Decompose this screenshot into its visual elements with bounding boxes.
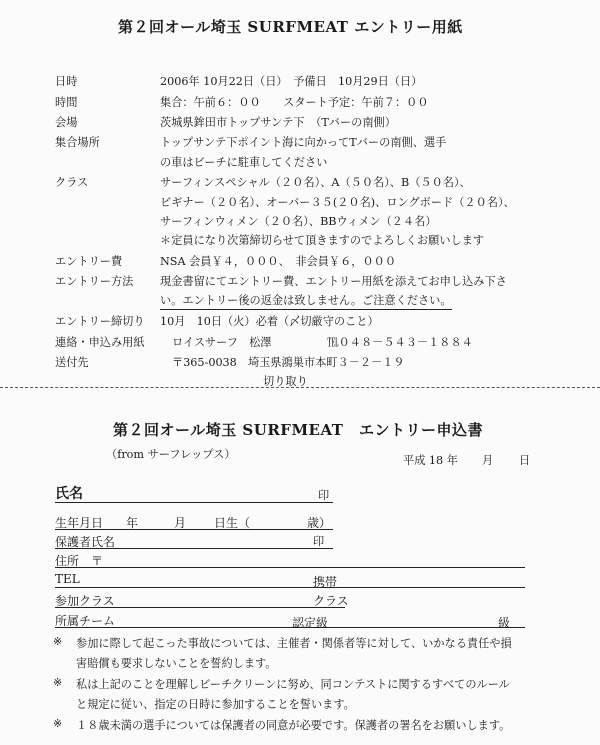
birth-field[interactable] bbox=[55, 529, 333, 530]
row-label-datetime: 日時 bbox=[55, 75, 78, 88]
tel-field[interactable] bbox=[55, 587, 525, 588]
birth-year-unit: 年 bbox=[126, 516, 139, 530]
team-field[interactable] bbox=[55, 627, 525, 628]
class-field[interactable] bbox=[55, 607, 345, 608]
row-value-datetime: 2006年 10月22日（日） 予備日 10月29日（日） bbox=[160, 75, 423, 88]
row-label-meeting-place: 集合場所 bbox=[55, 136, 100, 149]
grade-suffix: 級 bbox=[498, 616, 511, 630]
note-mark-3: ※ bbox=[53, 717, 63, 730]
birth-label: 生年月日 bbox=[55, 516, 104, 530]
row-value-meeting-place-2: の車はビーチに駐車してください bbox=[160, 156, 328, 169]
birth-age-unit: 歳） bbox=[307, 516, 332, 530]
row-label-venue: 会場 bbox=[55, 116, 78, 129]
address-field[interactable] bbox=[55, 567, 525, 568]
note-1-line-2: 害賠償も要求しないことを誓約します。 bbox=[76, 657, 277, 670]
guardian-seal: 印 bbox=[313, 535, 325, 548]
row-value-entry-method-1: 現金書留にてエントリー費、エントリー用紙を添えてお申し込み下さ bbox=[160, 275, 507, 288]
note-1-line-1: 参加に際して起こった事故については、主催者・関係者等に対して、いかなる責任や損 bbox=[76, 637, 512, 650]
row-label-class: クラス bbox=[55, 176, 89, 189]
note-2-line-1: 私は上記のことを理解しビーチクリーンに努め、同コンテストに関するすべてのルール bbox=[76, 678, 510, 691]
birth-day-unit: 日生（ bbox=[214, 516, 251, 530]
note-3-line-1: １８歳未満の選手については保護者の同意が必要です。保護者の署名をお願いします。 bbox=[76, 719, 511, 732]
application-title: 第２回オール埼玉 SURFMEAT エントリー申込書 bbox=[113, 421, 483, 439]
entry-sheet-title: 第２回オール埼玉 SURFMEAT エントリー用紙 bbox=[118, 18, 463, 36]
row-label-contact: 連絡・申込み用紙 bbox=[55, 336, 145, 349]
birth-month-unit: 月 bbox=[174, 516, 187, 530]
row-value-time: 集合：午前６：００ スタート予定：午前７：００ bbox=[160, 96, 429, 109]
guardian-label: 保護者氏名 bbox=[55, 535, 116, 549]
row-value-meeting-place-1: トップサンテ下ポイント海に向かってTバーの南側、選手 bbox=[160, 136, 447, 149]
row-value-deadline: 10月 10日（火）必着（〆切厳守のこと） bbox=[160, 315, 379, 328]
date-day: 日 bbox=[519, 454, 531, 467]
row-value-contact: ロイスサーフ 松澤 ℡０４８－５４３－１８８４ bbox=[172, 336, 473, 349]
cut-line bbox=[0, 387, 600, 388]
row-label-deadline: エントリー締切り bbox=[55, 315, 145, 328]
note-mark-2: ※ bbox=[53, 676, 63, 689]
guardian-field[interactable] bbox=[55, 548, 333, 549]
row-value-class-3: サーフィンウィメン（２０名）、BBウィメン（２４名） bbox=[160, 215, 437, 228]
row-value-class-2: ビギナー（２０名）、オーバー３５(２０名)、ロングボード（２０名）、 bbox=[160, 196, 515, 209]
row-label-send-to: 送付先 bbox=[55, 356, 89, 369]
row-value-entry-fee: NSA 会員￥４，０００、 非会員￥６，０００ bbox=[160, 255, 397, 268]
name-label: 氏名 bbox=[55, 486, 83, 502]
tel-label: TEL bbox=[55, 572, 80, 586]
name-field[interactable] bbox=[55, 502, 333, 503]
date-era: 平成 18 年 bbox=[403, 454, 458, 467]
note-2-line-2: と規定に従い、指定の日時に参加することを誓います。 bbox=[76, 698, 355, 711]
mobile-label: 携帯 bbox=[313, 575, 338, 589]
team-label: 所属チーム bbox=[55, 614, 116, 628]
address-label: 住所 〒 bbox=[55, 554, 104, 568]
row-value-entry-method-2: い。エントリー後の返金は致しません。ご注意ください。 bbox=[160, 292, 452, 310]
row-value-class-1: サーフィンスペシャル（２０名）、A（５０名）、B（５０名）、 bbox=[160, 176, 471, 189]
note-mark-1: ※ bbox=[53, 635, 63, 648]
application-subtitle: （from サーフレップス） bbox=[106, 448, 236, 461]
name-seal: 印 bbox=[318, 489, 330, 502]
class-suffix: クラス bbox=[313, 594, 349, 608]
row-label-entry-method: エントリー方法 bbox=[55, 275, 134, 288]
date-month: 月 bbox=[482, 454, 494, 467]
row-label-entry-fee: エントリー費 bbox=[55, 255, 123, 268]
cut-here-label: 切り取り bbox=[263, 375, 308, 388]
class-label: 参加クラス bbox=[55, 594, 115, 608]
row-value-class-4: ＊定員になり次第締切らせて頂きますのでよろしくお願いします bbox=[160, 234, 485, 247]
row-value-venue: 茨城県鉾田市トップサンテ下 （Tバーの南側） bbox=[160, 116, 396, 129]
grade-label: 認定級 bbox=[292, 616, 329, 630]
row-label-time: 時間 bbox=[55, 96, 78, 109]
row-value-send-to: 〒365-0038 埼玉県鴻巣市本町３－２－１９ bbox=[172, 356, 405, 369]
